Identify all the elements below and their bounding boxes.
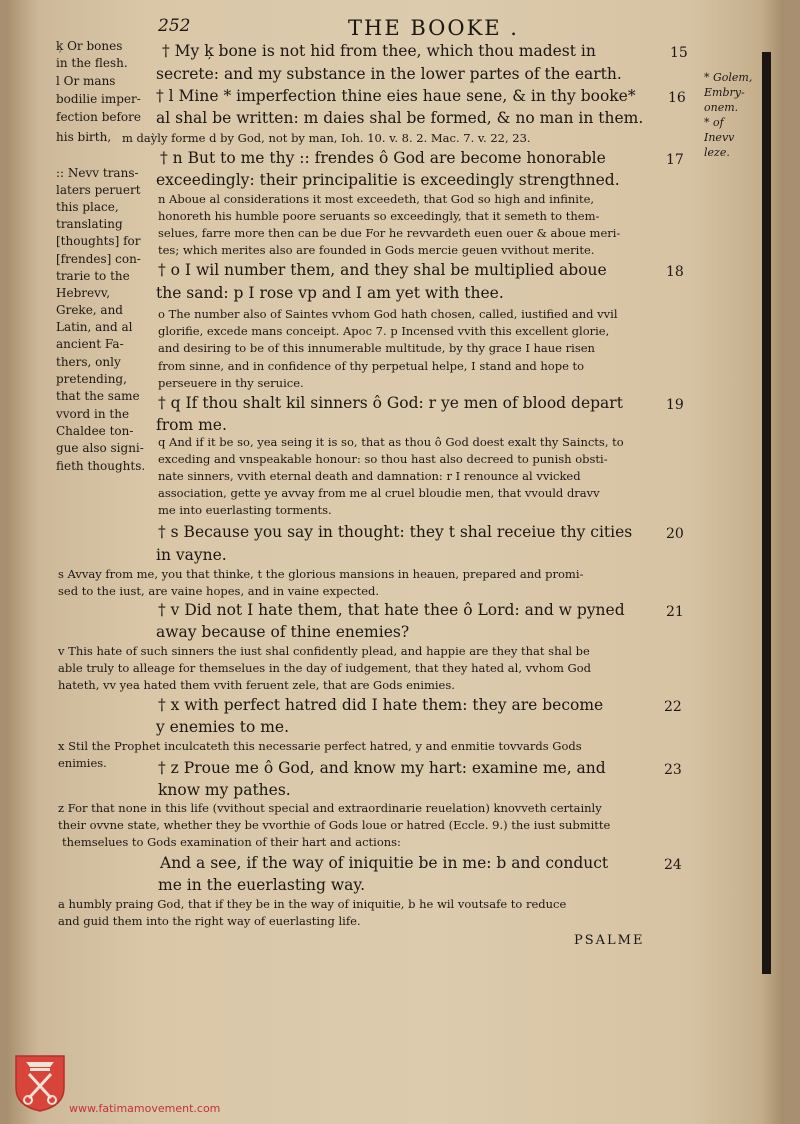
commentary-line: and desiring to be of this innumerable multitude, by thy grace I haue risen (158, 341, 595, 355)
verse-number: 20 (666, 526, 684, 542)
margin-note-line: gue also signi- (56, 441, 144, 455)
commentary-line: q And if it be so, yea seing it is so, that as thou ô God doest exalt thy Saincts, to (158, 435, 624, 449)
margin-note-line: [thoughts] for (56, 234, 141, 248)
catchword: PSALME (574, 933, 645, 948)
margin-note-line: ķ Or bones (56, 39, 123, 53)
verse-line: And a see, if the way of iniquitie be in me: b and conduct (160, 854, 609, 872)
running-title: THE BOOKE . (348, 16, 519, 40)
commentary-line: exceding and vnspeakable honour: so thou hast also decreed to punish obsti- (158, 452, 608, 466)
margin-note-line: leze. (704, 146, 730, 159)
verse-line: † x with perfect hatred did I hate them: they are become (158, 696, 604, 714)
commentary-line: o The number also of Saintes vvhom God hath chosen, called, iustified and vvil (158, 307, 618, 321)
verse-line: the sand: p I rose vp and I am yet with thee. (156, 284, 504, 302)
commentary-line: able truly to alleage for themselues in the day of iudgement, that they hated al, vvhom God (58, 661, 591, 675)
verse-line: † o I wil number them, and they shal be multiplied aboue (158, 261, 607, 279)
margin-note-line: * of (704, 116, 724, 129)
commentary-line: hateth, vv yea hated them vvith feruent zele, that are Gods enimies. (58, 678, 455, 692)
verse-number: 21 (666, 604, 684, 620)
margin-note-line: [frendes] con- (56, 252, 141, 266)
commentary-line: association, gette ye avvay from me al cruel bloudie men, that vvould dravv (158, 486, 600, 500)
margin-note-line: Chaldee ton- (56, 424, 134, 438)
verse-line: away because of thine enemies? (156, 623, 410, 641)
commentary-line: from sinne, and in confidence of thy perpetual helpe, I stand and hope to (158, 359, 585, 373)
margin-note-line: laters peruert (56, 183, 141, 197)
commentary-line: tes; which merites also are founded in Gods mercie geuen vvithout merite. (158, 243, 595, 257)
verse-line: in vayne. (156, 546, 227, 564)
margin-note-line: l Or mans (56, 74, 116, 88)
verse-number: 19 (666, 397, 684, 413)
margin-note-line: thers, only (56, 355, 121, 369)
verse-line: exceedingly: their principalitie is exceedingly strengthned. (156, 171, 620, 189)
commentary-line: themselues to Gods examination of their hart and actions: (62, 835, 401, 849)
commentary-line: v This hate of such sinners the iust shal confidently plead, and happie are they that shal be (58, 644, 590, 658)
margin-note-line: vvord in the (56, 407, 130, 421)
margin-note-line: translating (56, 217, 123, 231)
verse-number: 18 (666, 264, 684, 280)
commentary-line: sed to the iust, are vaine hopes, and in vaine expected. (58, 584, 380, 598)
book-page (8, 0, 784, 1124)
verse-number: 24 (664, 857, 682, 873)
verse-number: 22 (664, 699, 682, 715)
commentary-line: z For that none in this life (vvithout special and extraordinarie reuelation) knovveth certainly (58, 801, 602, 815)
commentary-line: perseuere in thy seruice. (158, 376, 304, 390)
commentary-line: x Stil the Prophet inculcateth this necessarie perfect hatred, y and enmitie tovvards Gods (58, 739, 582, 753)
margin-note-line: :: Nevv trans- (56, 166, 139, 180)
verse-line: † v Did not I hate them, that hate thee ô Lord: and w pyned (158, 601, 625, 619)
margin-note-line: in the flesh. (56, 56, 128, 70)
margin-note-line: Latin, and al (56, 320, 133, 334)
margin-note-line: pretending, (56, 372, 127, 386)
margin-note-line: onem. (704, 101, 739, 114)
margin-note-line: this place, (56, 200, 119, 214)
margin-note-line: fection before (56, 110, 141, 124)
commentary-line: glorifie, excede mans conceipt. Apoc 7. p Incensed vvith this excellent glorie, (158, 324, 610, 338)
verse-line: secrete: and my substance in the lower partes of the earth. (156, 65, 622, 83)
margin-note-line: Hebrevv, (56, 286, 111, 300)
margin-note-line: Greke, and (56, 303, 123, 317)
verse-line: al shal be written: m daies shal be formed, & no man in them. (156, 109, 644, 127)
verse-line: † q If thou shalt kil sinners ô God: r ye men of blood depart (158, 394, 623, 412)
vatican-seal-icon (14, 1054, 66, 1112)
verse-line: me in the euerlasting way. (158, 876, 366, 894)
verse-number: 23 (664, 762, 682, 778)
margin-note-line: trarie to the (56, 269, 130, 283)
commentary-line: and guid them into the right way of euerlasting life. (58, 914, 361, 928)
verse-number: 16 (668, 90, 686, 106)
source-url: www.fatimamovement.com (69, 1102, 221, 1115)
verse-line: y enemies to me. (156, 718, 290, 736)
page-number: 252 (158, 16, 191, 36)
commentary-line: their ovvne state, whether they be vvorthie of Gods loue or hatred (Eccle. 9.) the iust submitte (58, 818, 611, 832)
commentary-line: m daỳly forme d by God, not by man, Ioh. 10. v. 8. 2. Mac. 7. v. 22, 23. (122, 131, 531, 145)
verse-line: † My ķ bone is not hid from thee, which thou madest in (162, 42, 596, 60)
page-header (158, 16, 678, 42)
margin-note-line: fieth thoughts. (56, 459, 146, 473)
commentary-line: a humbly praing God, that if they be in the way of iniquitie, b he wil voutsafe to reduce (58, 897, 567, 911)
verse-line: † s Because you say in thought: they t shal receiue thy cities (158, 523, 633, 541)
column-rule (762, 52, 771, 974)
margin-note-line: * Golem, (704, 71, 753, 84)
verse-number: 15 (670, 45, 688, 61)
margin-note-line: that the same (56, 389, 140, 403)
verse-line: † l Mine * imperfection thine eies haue sene, & in thy booke* (156, 87, 636, 105)
commentary-line: enimies. (58, 756, 107, 770)
commentary-line: n Aboue al considerations it most exceedeth, that God so high and infinite, (158, 192, 595, 206)
commentary-line: s Avvay from me, you that thinke, t the glorious mansions in heauen, prepared and promi- (58, 567, 584, 581)
right-margin-note (704, 70, 752, 160)
margin-note-line: his birth, (56, 130, 112, 144)
margin-note-line: Embry- (704, 86, 745, 99)
verse-number: 17 (666, 152, 684, 168)
margin-note-line: ancient Fa- (56, 337, 124, 351)
verse-line: † z Proue me ô God, and know my hart: examine me, and (158, 759, 606, 777)
verse-line: † n But to me thy :: frendes ô God are become honorable (160, 149, 606, 167)
commentary-line: nate sinners, vvith eternal death and damnation: r I renounce al vvicked (158, 469, 581, 483)
commentary-line: me into euerlasting torments. (158, 503, 332, 517)
verse-line: from me. (156, 416, 227, 434)
commentary-line: honoreth his humble poore seruants so exceedingly, that it semeth to them- (158, 209, 600, 223)
margin-note-line: bodilie imper- (56, 92, 141, 106)
margin-note-line: Inevv (704, 131, 735, 144)
commentary-line: selues, farre more then can be due For he revvardeth euen ouer & aboue meri- (158, 226, 621, 240)
verse-line: know my pathes. (158, 781, 291, 799)
